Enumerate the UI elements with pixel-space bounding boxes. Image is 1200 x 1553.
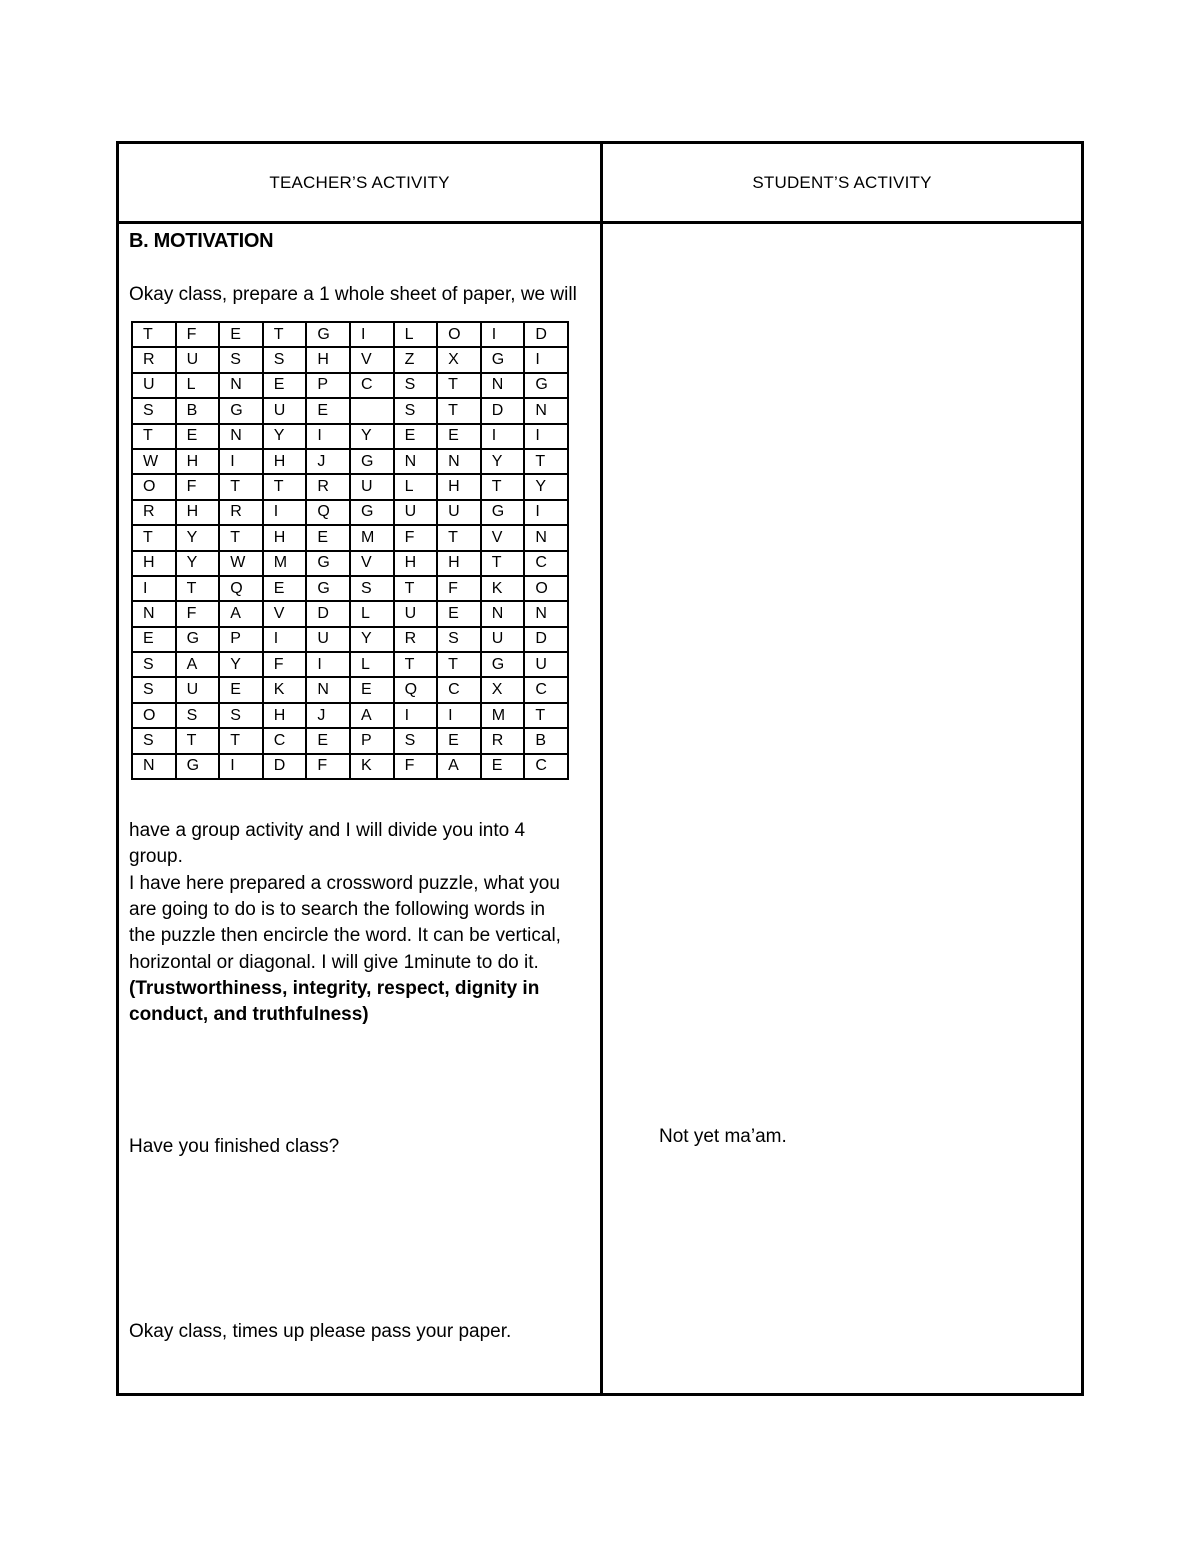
puzzle-row <box>132 373 568 398</box>
puzzle-cell: F <box>176 474 220 499</box>
puzzle-row <box>132 677 568 702</box>
puzzle-row <box>132 627 568 652</box>
puzzle-cell: U <box>437 500 481 525</box>
puzzle-cell: E <box>394 424 438 449</box>
paragraph-line: horizontal or diagonal. I will give 1minute to do it. <box>129 952 539 973</box>
puzzle-cell: G <box>481 347 525 372</box>
puzzle-cell: S <box>219 703 263 728</box>
puzzle-cell: K <box>350 754 394 779</box>
puzzle-cell: G <box>306 322 350 347</box>
puzzle-cell: T <box>524 703 568 728</box>
puzzle-cell: V <box>350 347 394 372</box>
puzzle-cell: K <box>263 677 307 702</box>
puzzle-cell: U <box>132 373 176 398</box>
puzzle-cell: T <box>132 525 176 550</box>
puzzle-cell: R <box>219 500 263 525</box>
puzzle-cell: Y <box>263 424 307 449</box>
puzzle-cell: N <box>481 601 525 626</box>
puzzle-cell: D <box>263 754 307 779</box>
puzzle-cell: D <box>481 398 525 423</box>
puzzle-cell: L <box>394 322 438 347</box>
puzzle-cell: A <box>437 754 481 779</box>
puzzle-cell: T <box>437 398 481 423</box>
puzzle-cell: H <box>306 347 350 372</box>
puzzle-cell: G <box>350 500 394 525</box>
puzzle-cell: U <box>394 601 438 626</box>
puzzle-cell: L <box>350 652 394 677</box>
puzzle-cell: G <box>481 652 525 677</box>
puzzle-cell: O <box>524 576 568 601</box>
puzzle-cell: V <box>350 551 394 576</box>
puzzle-cell: T <box>176 728 220 753</box>
puzzle-cell: U <box>306 627 350 652</box>
puzzle-cell: I <box>306 424 350 449</box>
puzzle-cell: T <box>219 728 263 753</box>
puzzle-cell: N <box>132 601 176 626</box>
puzzle-cell: R <box>394 627 438 652</box>
puzzle-cell: L <box>394 474 438 499</box>
puzzle-cell: I <box>132 576 176 601</box>
puzzle-cell: J <box>306 703 350 728</box>
puzzle-cell: V <box>481 525 525 550</box>
puzzle-cell: R <box>306 474 350 499</box>
puzzle-cell: R <box>481 728 525 753</box>
puzzle-cell: I <box>263 500 307 525</box>
puzzle-cell: T <box>481 474 525 499</box>
puzzle-cell: A <box>176 652 220 677</box>
word-list-line: (Trustworthiness, integrity, respect, dignity in <box>129 978 540 999</box>
puzzle-cell: G <box>306 551 350 576</box>
puzzle-cell: T <box>132 424 176 449</box>
puzzle-cell: N <box>306 677 350 702</box>
puzzle-row <box>132 449 568 474</box>
puzzle-cell: I <box>481 424 525 449</box>
puzzle-cell: T <box>437 373 481 398</box>
puzzle-cell: M <box>481 703 525 728</box>
puzzle-cell: F <box>306 754 350 779</box>
puzzle-cell: F <box>437 576 481 601</box>
puzzle-cell: C <box>437 677 481 702</box>
puzzle-cell: U <box>524 652 568 677</box>
puzzle-cell: F <box>394 525 438 550</box>
puzzle-cell: Y <box>219 652 263 677</box>
puzzle-cell: E <box>306 398 350 423</box>
puzzle-cell: R <box>132 500 176 525</box>
puzzle-cell: H <box>437 551 481 576</box>
puzzle-cell: C <box>350 373 394 398</box>
puzzle-cell: S <box>132 398 176 423</box>
puzzle-cell: T <box>437 525 481 550</box>
puzzle-cell: T <box>219 525 263 550</box>
puzzle-row <box>132 754 568 779</box>
puzzle-cell: T <box>132 322 176 347</box>
puzzle-cell: E <box>219 677 263 702</box>
puzzle-cell: H <box>132 551 176 576</box>
puzzle-cell: M <box>350 525 394 550</box>
puzzle-cell: I <box>263 627 307 652</box>
puzzle-cell: A <box>219 601 263 626</box>
puzzle-cell: L <box>176 373 220 398</box>
puzzle-cell: H <box>394 551 438 576</box>
puzzle-row <box>132 576 568 601</box>
puzzle-row <box>132 474 568 499</box>
puzzle-cell: I <box>219 449 263 474</box>
puzzle-cell: S <box>437 627 481 652</box>
puzzle-cell: G <box>176 754 220 779</box>
paragraph-line: have a group activity and I will divide you into 4 <box>129 820 526 841</box>
intro-text: Okay class, prepare a 1 whole sheet of paper, we will <box>129 284 577 305</box>
paragraph-line: are going to do is to search the following words in <box>129 899 546 920</box>
puzzle-cell: S <box>394 398 438 423</box>
puzzle-cell: I <box>524 500 568 525</box>
puzzle-cell: T <box>263 474 307 499</box>
puzzle-cell: Y <box>176 551 220 576</box>
puzzle-cell: H <box>176 500 220 525</box>
puzzle-cell: C <box>524 754 568 779</box>
puzzle-cell: T <box>394 576 438 601</box>
puzzle-cell: O <box>437 322 481 347</box>
puzzle-cell: S <box>394 373 438 398</box>
puzzle-cell: E <box>481 754 525 779</box>
puzzle-cell: F <box>176 322 220 347</box>
puzzle-cell: C <box>524 551 568 576</box>
puzzle-cell: Y <box>350 627 394 652</box>
puzzle-cell: N <box>219 373 263 398</box>
puzzle-cell: L <box>350 601 394 626</box>
puzzle-cell: I <box>306 652 350 677</box>
puzzle-cell: M <box>263 551 307 576</box>
puzzle-cell: W <box>132 449 176 474</box>
puzzle-cell: R <box>132 347 176 372</box>
puzzle-row <box>132 525 568 550</box>
puzzle-cell: X <box>437 347 481 372</box>
puzzle-row <box>132 551 568 576</box>
puzzle-cell: G <box>524 373 568 398</box>
header-divider <box>119 221 1081 224</box>
puzzle-cell: I <box>394 703 438 728</box>
puzzle-cell: E <box>263 373 307 398</box>
puzzle-cell: S <box>263 347 307 372</box>
puzzle-cell: F <box>394 754 438 779</box>
puzzle-cell: I <box>524 347 568 372</box>
puzzle-cell: E <box>132 627 176 652</box>
puzzle-cell: U <box>350 474 394 499</box>
teacher-question: Have you finished class? <box>129 1136 340 1157</box>
puzzle-cell: E <box>263 576 307 601</box>
puzzle-cell: N <box>132 754 176 779</box>
lesson-plan-table <box>116 141 1084 1396</box>
puzzle-cell: S <box>132 677 176 702</box>
puzzle-cell: U <box>176 347 220 372</box>
puzzle-cell: J <box>306 449 350 474</box>
puzzle-cell: Y <box>176 525 220 550</box>
puzzle-cell: I <box>524 424 568 449</box>
puzzle-cell: S <box>394 728 438 753</box>
puzzle-row <box>132 424 568 449</box>
puzzle-cell: D <box>524 322 568 347</box>
puzzle-cell: E <box>350 677 394 702</box>
puzzle-cell: G <box>306 576 350 601</box>
puzzle-cell: S <box>176 703 220 728</box>
puzzle-cell: G <box>481 500 525 525</box>
puzzle-cell: A <box>350 703 394 728</box>
puzzle-cell: Q <box>306 500 350 525</box>
puzzle-cell: B <box>176 398 220 423</box>
puzzle-cell: H <box>263 525 307 550</box>
puzzle-cell: T <box>394 652 438 677</box>
word-search-puzzle <box>131 321 569 780</box>
puzzle-row <box>132 322 568 347</box>
puzzle-cell: E <box>306 728 350 753</box>
puzzle-cell: E <box>306 525 350 550</box>
puzzle-cell: T <box>176 576 220 601</box>
paragraph-line: group. <box>129 846 183 867</box>
puzzle-cell: I <box>350 322 394 347</box>
puzzle-cell: Q <box>394 677 438 702</box>
puzzle-cell: P <box>219 627 263 652</box>
puzzle-cell: C <box>263 728 307 753</box>
puzzle-cell: S <box>132 728 176 753</box>
section-title: B. MOTIVATION <box>129 230 274 252</box>
puzzle-cell: K <box>481 576 525 601</box>
puzzle-cell: H <box>263 703 307 728</box>
puzzle-cell: I <box>219 754 263 779</box>
puzzle-cell: S <box>219 347 263 372</box>
puzzle-cell: N <box>524 601 568 626</box>
puzzle-cell: G <box>176 627 220 652</box>
puzzle-cell: H <box>437 474 481 499</box>
puzzle-cell: B <box>524 728 568 753</box>
student-activity-header: STUDENT’S ACTIVITY <box>752 172 932 192</box>
puzzle-cell: O <box>132 474 176 499</box>
puzzle-cell: G <box>350 449 394 474</box>
puzzle-cell: T <box>263 322 307 347</box>
puzzle-cell: U <box>394 500 438 525</box>
puzzle-row <box>132 601 568 626</box>
puzzle-row <box>132 500 568 525</box>
puzzle-cell: Y <box>350 424 394 449</box>
puzzle-cell: W <box>219 551 263 576</box>
puzzle-cell: S <box>132 652 176 677</box>
teacher-closing: Okay class, times up please pass your paper. <box>129 1321 512 1342</box>
word-list-line: conduct, and truthfulness) <box>129 1004 369 1025</box>
puzzle-cell: V <box>263 601 307 626</box>
puzzle-cell: E <box>176 424 220 449</box>
puzzle-row <box>132 728 568 753</box>
puzzle-cell: N <box>481 373 525 398</box>
puzzle-cell: E <box>219 322 263 347</box>
puzzle-cell: N <box>437 449 481 474</box>
puzzle-cell: D <box>524 627 568 652</box>
puzzle-cell <box>350 398 394 423</box>
puzzle-row <box>132 703 568 728</box>
puzzle-cell: N <box>219 424 263 449</box>
puzzle-cell: E <box>437 424 481 449</box>
puzzle-cell: N <box>524 525 568 550</box>
puzzle-cell: E <box>437 601 481 626</box>
puzzle-cell: E <box>437 728 481 753</box>
teacher-activity-header: TEACHER’S ACTIVITY <box>269 172 450 192</box>
puzzle-cell: F <box>176 601 220 626</box>
puzzle-cell: T <box>437 652 481 677</box>
puzzle-cell: Y <box>524 474 568 499</box>
paragraph-line: the puzzle then encircle the word. It can be vertical, <box>129 925 561 946</box>
puzzle-cell: U <box>481 627 525 652</box>
puzzle-row <box>132 347 568 372</box>
puzzle-cell: H <box>176 449 220 474</box>
puzzle-row <box>132 652 568 677</box>
puzzle-cell: C <box>524 677 568 702</box>
paragraph-line: I have here prepared a crossword puzzle, what you <box>129 873 560 894</box>
puzzle-cell: O <box>132 703 176 728</box>
puzzle-cell: T <box>219 474 263 499</box>
puzzle-cell: D <box>306 601 350 626</box>
puzzle-cell: F <box>263 652 307 677</box>
puzzle-cell: I <box>481 322 525 347</box>
puzzle-cell: H <box>263 449 307 474</box>
puzzle-cell: S <box>350 576 394 601</box>
puzzle-cell: Y <box>481 449 525 474</box>
puzzle-cell: N <box>394 449 438 474</box>
puzzle-cell: T <box>481 551 525 576</box>
column-divider <box>600 144 603 1393</box>
puzzle-cell: Z <box>394 347 438 372</box>
puzzle-cell: I <box>437 703 481 728</box>
puzzle-cell: Q <box>219 576 263 601</box>
puzzle-row <box>132 398 568 423</box>
puzzle-cell: P <box>350 728 394 753</box>
puzzle-cell: U <box>263 398 307 423</box>
puzzle-cell: G <box>219 398 263 423</box>
puzzle-cell: N <box>524 398 568 423</box>
puzzle-cell: X <box>481 677 525 702</box>
puzzle-cell: P <box>306 373 350 398</box>
puzzle-cell: T <box>524 449 568 474</box>
student-answer: Not yet ma’am. <box>659 1126 787 1147</box>
puzzle-cell: U <box>176 677 220 702</box>
